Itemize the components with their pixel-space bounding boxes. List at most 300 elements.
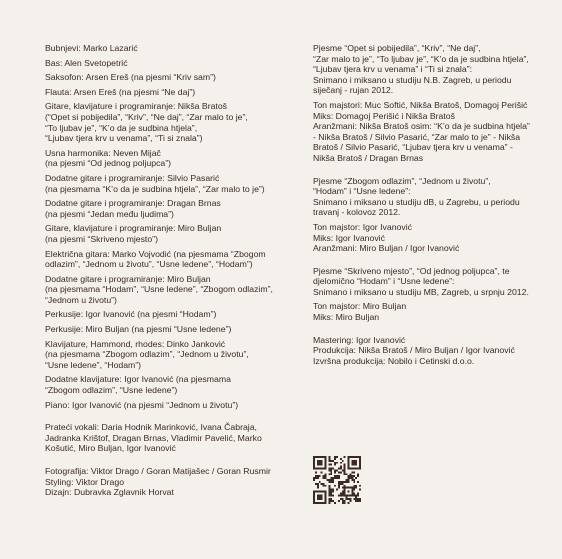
recording-block bbox=[313, 222, 523, 254]
qr-module bbox=[353, 468, 355, 470]
qr-module bbox=[317, 502, 319, 504]
qr-module bbox=[349, 468, 351, 470]
qr-module bbox=[330, 492, 332, 494]
qr-module bbox=[321, 491, 323, 493]
qr-module bbox=[340, 471, 342, 473]
qr-module bbox=[330, 473, 332, 475]
qr-module bbox=[336, 469, 338, 471]
qr-module bbox=[348, 462, 350, 464]
qr-module bbox=[338, 471, 340, 473]
qr-module bbox=[328, 479, 330, 481]
credit-line: Bratoš / Silvio Pasarić, “Ljubav tjera krv u venama” - bbox=[313, 142, 513, 153]
qr-module bbox=[355, 496, 357, 498]
qr-module bbox=[357, 481, 359, 483]
credit-line: Perkusije: Miro Buljan (na pjesmi “Usne ledene”) bbox=[45, 324, 232, 335]
qr-module bbox=[328, 491, 330, 493]
qr-module bbox=[359, 500, 361, 502]
qr-module bbox=[344, 456, 346, 458]
qr-module bbox=[334, 477, 336, 479]
credit-entry bbox=[45, 374, 285, 395]
qr-module bbox=[315, 477, 317, 479]
credit-line: “To ljubav je”, “K’o da je sudbina htjela”, bbox=[45, 122, 198, 133]
qr-module bbox=[355, 460, 357, 462]
qr-module bbox=[325, 464, 327, 466]
qr-module bbox=[330, 481, 332, 483]
qr-module bbox=[340, 498, 342, 500]
qr-module bbox=[317, 496, 319, 498]
qr-module bbox=[334, 462, 336, 464]
qr-module bbox=[325, 496, 327, 498]
qr-module bbox=[355, 485, 357, 487]
qr-module bbox=[357, 492, 359, 494]
qr-module bbox=[359, 460, 361, 462]
qr-module bbox=[359, 468, 361, 470]
qr-module bbox=[313, 500, 315, 502]
qr-module bbox=[336, 462, 338, 464]
qr-module bbox=[332, 494, 334, 496]
qr-module bbox=[319, 464, 321, 466]
credit-entry bbox=[45, 58, 285, 69]
qr-module bbox=[317, 485, 319, 487]
qr-module bbox=[344, 466, 346, 468]
qr-module bbox=[340, 468, 342, 470]
credits-right-column bbox=[313, 43, 530, 366]
qr-module bbox=[315, 468, 317, 470]
qr-module bbox=[332, 468, 334, 470]
qr-module bbox=[323, 483, 325, 485]
credit-entry bbox=[45, 173, 285, 194]
qr-module bbox=[315, 475, 317, 477]
credit-line: “Zbogom odlazim”, “Usne ledene”) bbox=[45, 385, 178, 396]
qr-module bbox=[317, 491, 319, 493]
qr-module bbox=[317, 494, 319, 496]
credit-entry bbox=[45, 274, 285, 306]
qr-module bbox=[334, 464, 336, 466]
qr-module bbox=[351, 456, 353, 458]
qr-module bbox=[338, 475, 340, 477]
qr-module bbox=[334, 456, 336, 458]
qr-module bbox=[334, 471, 336, 473]
credit-line: siječanj - rujan 2012. bbox=[313, 85, 394, 96]
credit-entry bbox=[45, 324, 285, 335]
qr-module bbox=[328, 485, 330, 487]
credit-line: (na pjesmama “K’o da je sudbina htjela”, “Zar malo to je”) bbox=[45, 183, 265, 194]
qr-module bbox=[325, 494, 327, 496]
qr-module bbox=[357, 498, 359, 500]
qr-module bbox=[340, 481, 342, 483]
qr-module bbox=[315, 502, 317, 504]
qr-module bbox=[338, 483, 340, 485]
qr-module bbox=[328, 473, 330, 475]
musician-credits bbox=[45, 43, 285, 410]
qr-module bbox=[355, 456, 357, 458]
qr-module bbox=[344, 481, 346, 483]
qr-module bbox=[348, 481, 350, 483]
qr-module bbox=[323, 502, 325, 504]
credit-line: Košutić, Miro Buljan, Igor Ivanović bbox=[45, 443, 176, 454]
qr-module bbox=[342, 483, 344, 485]
credit-line: Miks: Miro Buljan bbox=[313, 312, 380, 323]
qr-module bbox=[313, 479, 315, 481]
photo-design-credits bbox=[45, 466, 285, 498]
credit-line: Gitare, klavijature i programiranje: Nikša Bratoš bbox=[45, 101, 228, 112]
qr-module bbox=[334, 458, 336, 460]
qr-module bbox=[357, 456, 359, 458]
qr-module bbox=[340, 492, 342, 494]
qr-module bbox=[349, 494, 351, 496]
qr-module bbox=[313, 502, 315, 504]
qr-module bbox=[342, 487, 344, 489]
recording-block bbox=[313, 176, 523, 218]
qr-module bbox=[344, 491, 346, 493]
credit-entry bbox=[45, 339, 285, 371]
qr-module bbox=[330, 469, 332, 471]
qr-module bbox=[348, 494, 350, 496]
credit-line: Klavijature, Hammond, rhodes: Dinko Janković bbox=[45, 338, 226, 349]
qr-module bbox=[330, 491, 332, 493]
qr-module bbox=[342, 502, 344, 504]
qr-module bbox=[328, 469, 330, 471]
qr-module bbox=[351, 477, 353, 479]
credit-line: Piano: Igor Ivanović (na pjesmi “Jednom u životu”) bbox=[45, 399, 239, 410]
credit-entry bbox=[45, 87, 285, 98]
qr-module bbox=[330, 479, 332, 481]
qr-module bbox=[355, 487, 357, 489]
qr-module bbox=[334, 475, 336, 477]
qr-module bbox=[357, 475, 359, 477]
qr-module bbox=[353, 460, 355, 462]
qr-module bbox=[342, 494, 344, 496]
qr-module bbox=[328, 468, 330, 470]
credit-line: Snimano i miksano u studiju N.B. Zagreb, u periodu bbox=[313, 74, 512, 85]
credit-line: (na pjesmi “Skriveno mjesto”) bbox=[45, 233, 158, 244]
qr-module bbox=[325, 500, 327, 502]
credit-line: Prateći vokali: Daria Hodnik Marinković, Ivana Čabraja, bbox=[45, 422, 257, 433]
qr-module bbox=[323, 477, 325, 479]
qr-module bbox=[330, 460, 332, 462]
qr-module bbox=[323, 475, 325, 477]
recording-section bbox=[313, 265, 529, 323]
credit-line: Miks: Domagoj Perišić i Nikša Bratoš bbox=[313, 110, 455, 121]
qr-module bbox=[344, 494, 346, 496]
qr-module bbox=[315, 491, 317, 493]
qr-module bbox=[321, 496, 323, 498]
qr-module bbox=[348, 464, 350, 466]
qr-module bbox=[340, 462, 342, 464]
qr-module bbox=[328, 489, 330, 491]
qr-module bbox=[340, 494, 342, 496]
qr-module bbox=[344, 500, 346, 502]
credit-line: Dizajn: Dubravka Zglavnik Horvat bbox=[45, 487, 174, 498]
qr-module bbox=[323, 456, 325, 458]
credit-line: “Usne ledene”, “Hodam”) bbox=[45, 359, 142, 370]
qr-module bbox=[344, 469, 346, 471]
qr-module bbox=[313, 462, 315, 464]
credit-entry bbox=[45, 309, 285, 320]
qr-module bbox=[342, 492, 344, 494]
credit-entry bbox=[45, 223, 285, 244]
qr-module bbox=[346, 494, 348, 496]
credit-line: Pjesme “Opet si pobijedila”, “Kriv”, “Ne daj”, bbox=[313, 43, 481, 53]
qr-module bbox=[330, 498, 332, 500]
qr-module bbox=[319, 468, 321, 470]
qr-module bbox=[313, 458, 315, 460]
qr-module bbox=[351, 460, 353, 462]
credit-line: (na pjesmi “Jedan među ljudima”) bbox=[45, 208, 174, 219]
credit-line: Flauta: Arsen Ereš (na pjesmi “Ne daj”) bbox=[45, 86, 196, 97]
qr-module bbox=[330, 477, 332, 479]
credit-line: “Jednom u životu”) bbox=[45, 294, 117, 305]
qr-module bbox=[313, 468, 315, 470]
production-credits bbox=[313, 335, 523, 367]
qr-module bbox=[338, 468, 340, 470]
qr-module bbox=[325, 456, 327, 458]
qr-module bbox=[332, 479, 334, 481]
qr-module bbox=[325, 473, 327, 475]
qr-module bbox=[340, 466, 342, 468]
qr-module bbox=[319, 494, 321, 496]
qr-module bbox=[355, 494, 357, 496]
qr-module bbox=[351, 479, 353, 481]
qr-module bbox=[321, 460, 323, 462]
qr-module bbox=[325, 468, 327, 470]
qr-module bbox=[338, 500, 340, 502]
qr-module bbox=[336, 489, 338, 491]
qr-module bbox=[355, 477, 357, 479]
qr-module bbox=[349, 500, 351, 502]
qr-module bbox=[355, 464, 357, 466]
qr-module bbox=[321, 502, 323, 504]
qr-module bbox=[353, 489, 355, 491]
qr-module bbox=[348, 458, 350, 460]
qr-module bbox=[349, 498, 351, 500]
qr-module bbox=[342, 469, 344, 471]
qr-module bbox=[359, 464, 361, 466]
qr-module bbox=[313, 496, 315, 498]
qr-module bbox=[357, 468, 359, 470]
qr-module bbox=[344, 502, 346, 504]
qr-module bbox=[325, 492, 327, 494]
qr-module bbox=[317, 477, 319, 479]
backing-vocals-credits bbox=[45, 422, 285, 454]
qr-module bbox=[353, 462, 355, 464]
qr-module bbox=[321, 464, 323, 466]
qr-module bbox=[321, 456, 323, 458]
qr-module bbox=[348, 502, 350, 504]
qr-module bbox=[313, 494, 315, 496]
qr-module bbox=[355, 468, 357, 470]
credit-line: odlazim”, “Jednom u životu”, “Usne ledene”, “Hodam”) bbox=[45, 259, 253, 270]
qr-module bbox=[313, 477, 315, 479]
credit-line: Gitare, klavijature i programiranje: Miro Buljan bbox=[45, 223, 222, 234]
qr-module bbox=[330, 500, 332, 502]
qr-module bbox=[317, 464, 319, 466]
recording-block bbox=[313, 301, 523, 322]
qr-module bbox=[348, 487, 350, 489]
qr-module bbox=[325, 498, 327, 500]
qr-module bbox=[332, 481, 334, 483]
credit-line: Produkcija: Nikša Bratoš / Miro Buljan / Igor Ivanović bbox=[313, 345, 515, 356]
credit-line: Jadranka Krištof, Dragan Brnas, Vladimir Pavelić, Marko bbox=[45, 432, 262, 443]
qr-module bbox=[328, 487, 330, 489]
qr-module bbox=[328, 492, 330, 494]
credit-line: Usna harmonika: Neven Mijač bbox=[45, 147, 161, 158]
qr-module bbox=[325, 485, 327, 487]
qr-module bbox=[332, 489, 334, 491]
qr-module bbox=[330, 471, 332, 473]
credit-line: Ton majstor: Igor Ivanović bbox=[313, 221, 412, 232]
qr-module bbox=[319, 462, 321, 464]
credit-line: - Nikša Bratoš / Silvio Pasarić, “Zar malo to je” - Nikša bbox=[313, 131, 521, 142]
qr-module bbox=[338, 477, 340, 479]
qr-module bbox=[353, 487, 355, 489]
credit-line: Aranžmani: Miro Buljan / Igor Ivanović bbox=[313, 243, 460, 254]
credit-line: Miks: Igor Ivanović bbox=[313, 232, 385, 243]
qr-code-icon bbox=[313, 456, 361, 504]
qr-module bbox=[351, 491, 353, 493]
qr-module bbox=[323, 491, 325, 493]
qr-module bbox=[353, 498, 355, 500]
credit-line: (na pjesmama “Hodam”, “Usne ledene”, “Zbogom odlazim”, bbox=[45, 284, 273, 295]
credit-line: “Ljubav tjera krv u venama” i “Ti si znala”: bbox=[313, 64, 473, 75]
qr-module bbox=[348, 479, 350, 481]
qr-module bbox=[348, 477, 350, 479]
credit-line: “Hodam” i “Usne ledene”: bbox=[313, 186, 411, 197]
qr-module bbox=[353, 475, 355, 477]
credit-entry bbox=[45, 101, 285, 143]
qr-module bbox=[328, 498, 330, 500]
qr-module bbox=[351, 489, 353, 491]
qr-module bbox=[359, 456, 361, 458]
qr-module bbox=[355, 500, 357, 502]
qr-module bbox=[328, 456, 330, 458]
qr-module bbox=[357, 500, 359, 502]
qr-module bbox=[313, 456, 315, 458]
credit-line: Ton majstor: Miro Buljan bbox=[313, 301, 407, 312]
qr-module bbox=[317, 456, 319, 458]
qr-module bbox=[340, 458, 342, 460]
qr-module bbox=[355, 462, 357, 464]
qr-module bbox=[328, 502, 330, 504]
qr-module bbox=[321, 471, 323, 473]
credit-line: Fotografija: Viktor Drago / Goran Matijašec / Goran Rusmir bbox=[45, 466, 271, 476]
recording-section bbox=[313, 43, 530, 164]
qr-module bbox=[317, 483, 319, 485]
credit-line: Pjesme “Zbogom odlazim”, “Jednom u životu”, bbox=[313, 175, 491, 186]
qr-module bbox=[325, 475, 327, 477]
qr-module bbox=[328, 494, 330, 496]
qr-module bbox=[353, 471, 355, 473]
qr-module bbox=[319, 491, 321, 493]
qr-module bbox=[359, 458, 361, 460]
credit-line: Mastering: Igor Ivanović bbox=[313, 334, 406, 345]
qr-module bbox=[338, 485, 340, 487]
credit-line: Bubnjevi: Marko Lazarić bbox=[45, 43, 138, 53]
credit-line: Dodatne gitare i programiranje: Silvio Pasarić bbox=[45, 172, 220, 183]
qr-module bbox=[348, 456, 350, 458]
qr-module bbox=[330, 468, 332, 470]
qr-module bbox=[346, 487, 348, 489]
recording-block bbox=[313, 99, 530, 164]
qr-module bbox=[317, 475, 319, 477]
qr-module bbox=[359, 489, 361, 491]
credit-line: “Zar malo to je”, “To ljubav je”, “K’o da je sudbina htjela”, bbox=[313, 53, 529, 64]
qr-module bbox=[336, 475, 338, 477]
credits-left-column bbox=[45, 43, 285, 498]
qr-module bbox=[319, 481, 321, 483]
qr-module bbox=[334, 485, 336, 487]
qr-module bbox=[330, 489, 332, 491]
qr-module bbox=[336, 477, 338, 479]
qr-module bbox=[328, 500, 330, 502]
qr-module bbox=[328, 460, 330, 462]
qr-module bbox=[349, 456, 351, 458]
qr-module bbox=[319, 496, 321, 498]
qr-module bbox=[344, 473, 346, 475]
credit-line: Pjesme “Skriveno mjesto”, “Od jednog poljupca”, te bbox=[313, 265, 510, 276]
qr-module bbox=[359, 462, 361, 464]
credit-line: djelomično “Hodam” i “Usne ledene”: bbox=[313, 276, 455, 287]
credit-entry bbox=[45, 72, 285, 83]
qr-module bbox=[313, 466, 315, 468]
credit-line: Snimano i miksano u studiju MB, Zagreb, u srpnju 2012. bbox=[313, 286, 529, 297]
credit-line: (na pjesmi “Od jednog poljupca”) bbox=[45, 158, 172, 169]
qr-module bbox=[344, 492, 346, 494]
qr-module bbox=[325, 460, 327, 462]
credit-entry bbox=[45, 43, 285, 54]
qr-module bbox=[348, 498, 350, 500]
qr-module bbox=[319, 456, 321, 458]
credit-line: Električna gitara: Marko Vojvodić (na pjesmama “Zbogom bbox=[45, 248, 266, 259]
qr-module bbox=[359, 485, 361, 487]
credit-line: Styling: Viktor Drago bbox=[45, 476, 125, 487]
qr-module bbox=[315, 456, 317, 458]
qr-module bbox=[351, 464, 353, 466]
qr-module bbox=[325, 502, 327, 504]
qr-module bbox=[313, 492, 315, 494]
qr-module bbox=[359, 466, 361, 468]
qr-module bbox=[338, 487, 340, 489]
qr-module bbox=[336, 456, 338, 458]
qr-module bbox=[351, 468, 353, 470]
qr-module bbox=[346, 473, 348, 475]
qr-module bbox=[330, 494, 332, 496]
qr-module bbox=[348, 491, 350, 493]
qr-module bbox=[317, 498, 319, 500]
credit-line: Perkusije: Igor Ivanović (na pjesmi “Hodam”) bbox=[45, 309, 217, 320]
recording-credits bbox=[313, 43, 530, 323]
qr-module bbox=[342, 491, 344, 493]
qr-module bbox=[325, 462, 327, 464]
qr-module bbox=[348, 460, 350, 462]
qr-module bbox=[332, 500, 334, 502]
qr-module bbox=[319, 460, 321, 462]
qr-module bbox=[351, 471, 353, 473]
qr-module bbox=[332, 491, 334, 493]
qr-module bbox=[319, 475, 321, 477]
qr-module bbox=[353, 494, 355, 496]
qr-module bbox=[351, 494, 353, 496]
credit-line: (“Opet si pobijedila”, “Kriv”, “Ne daj”, “Zar malo to je”, bbox=[45, 111, 248, 122]
qr-module bbox=[323, 485, 325, 487]
credit-line: Dodatne klavijature: Igor Ivanović (na pjesmama bbox=[45, 374, 231, 385]
qr-module bbox=[351, 492, 353, 494]
qr-module bbox=[348, 475, 350, 477]
credit-entry bbox=[45, 400, 285, 411]
credit-line: Saksofon: Arsen Ereš (na pjesmi “Kriv sam”) bbox=[45, 72, 216, 83]
qr-module bbox=[357, 473, 359, 475]
qr-module bbox=[313, 460, 315, 462]
